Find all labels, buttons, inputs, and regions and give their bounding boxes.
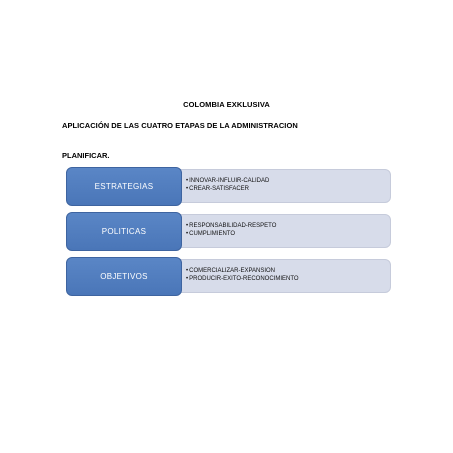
list-item: • PRODUCIR-EXITO-RECONOCIMIENTO	[186, 276, 390, 284]
list-item: • RESPONSABILIDAD-RESPETO	[186, 223, 390, 231]
planning-diagram	[66, 167, 392, 296]
row-label-politicas: POLITICAS	[66, 212, 182, 251]
row-detail-box	[170, 214, 391, 248]
row-politicas	[66, 212, 392, 251]
row-detail-box	[170, 169, 391, 203]
section-heading: PLANIFICAR.	[62, 151, 110, 160]
list-item: • INNOVAR-INFLUIR-CALIDAD	[186, 178, 390, 186]
list-item: • CUMPLIMIENTO	[186, 231, 390, 239]
row-label-estrategias: ESTRATEGIAS	[66, 167, 182, 206]
document-subtitle: APLICACIÓN DE LAS CUATRO ETAPAS DE LA ADMINISTRACION	[62, 121, 298, 130]
list-item: • COMERCIALIZAR-EXPANSION	[186, 268, 390, 276]
row-detail-box	[170, 259, 391, 293]
row-objetivos	[66, 257, 392, 296]
list-item: • CREAR-SATISFACER	[186, 186, 390, 194]
row-label-objetivos: OBJETIVOS	[66, 257, 182, 296]
row-estrategias	[66, 167, 392, 206]
document-title: COLOMBIA EXKLUSIVA	[183, 100, 270, 109]
